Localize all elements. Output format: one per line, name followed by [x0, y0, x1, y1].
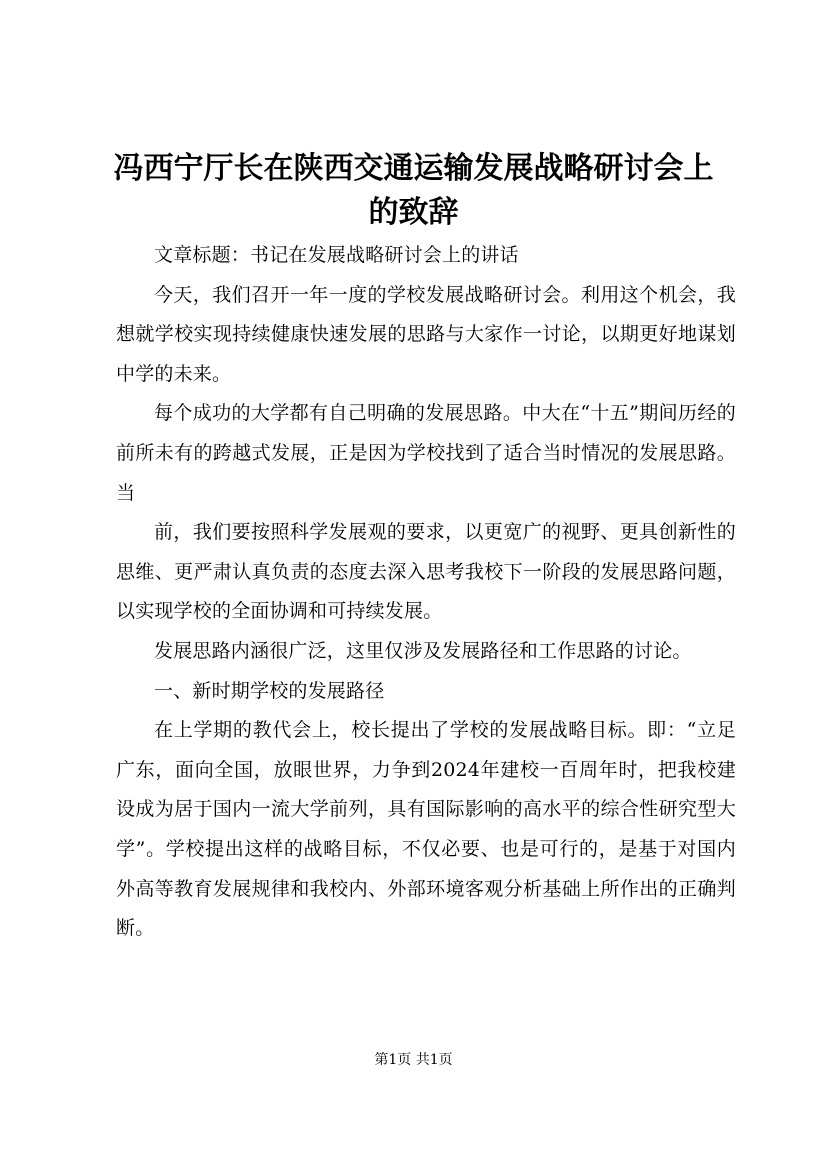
- paragraph: 在上学期的教代会上，校长提出了学校的发展战略目标。即：“立足广东，面向全国，放眼世界，力争到2024年建校一百周年时，把我校建设成为居于国内一流大学前列，具有国际影响的高水平的综合性研究型大学”。学校提出这样的战略目标，不仅必要、也是可行的，是基于对国内外高等教育发展规律和我校内、外部环境客观分析基础上所作出的正确判断。: [116, 719, 736, 940]
- paragraph: 发展思路内涵很广泛，这里仅涉及发展路径和工作思路的讨论。: [154, 639, 692, 662]
- page-number-footer: 第1页 共1页: [374, 1052, 453, 1068]
- section-heading: 一、新时期学校的发展路径: [154, 679, 385, 702]
- paragraph: 前，我们要按照科学发展观的要求，以更宽广的视野、更具创新性的思维、更严肃认真负责的态度去深入思考我校下一阶段的发展思路问题，以实现学校的全面协调和可持续发展。: [116, 521, 736, 623]
- paragraph-article-title: 文章标题：书记在发展战略研讨会上的讲话: [154, 244, 519, 266]
- document-body: [116, 236, 736, 949]
- document-title-line-1: 冯西宁厅长在陕西交通运输发展战略研讨会上: [113, 151, 714, 186]
- document-title-line-2: 的致辞: [368, 195, 459, 230]
- paragraph: 今天，我们召开一年一度的学校发展战略研讨会。利用这个机会，我想就学校实现持续健康快速发展的思路与大家作一讨论，以期更好地谋划中学的未来。: [116, 283, 736, 385]
- paragraph: 每个成功的大学都有自己明确的发展思路。中大在“十五”期间历经的前所未有的跨越式发展，正是因为学校找到了适合当时情况的发展思路。当: [116, 402, 736, 504]
